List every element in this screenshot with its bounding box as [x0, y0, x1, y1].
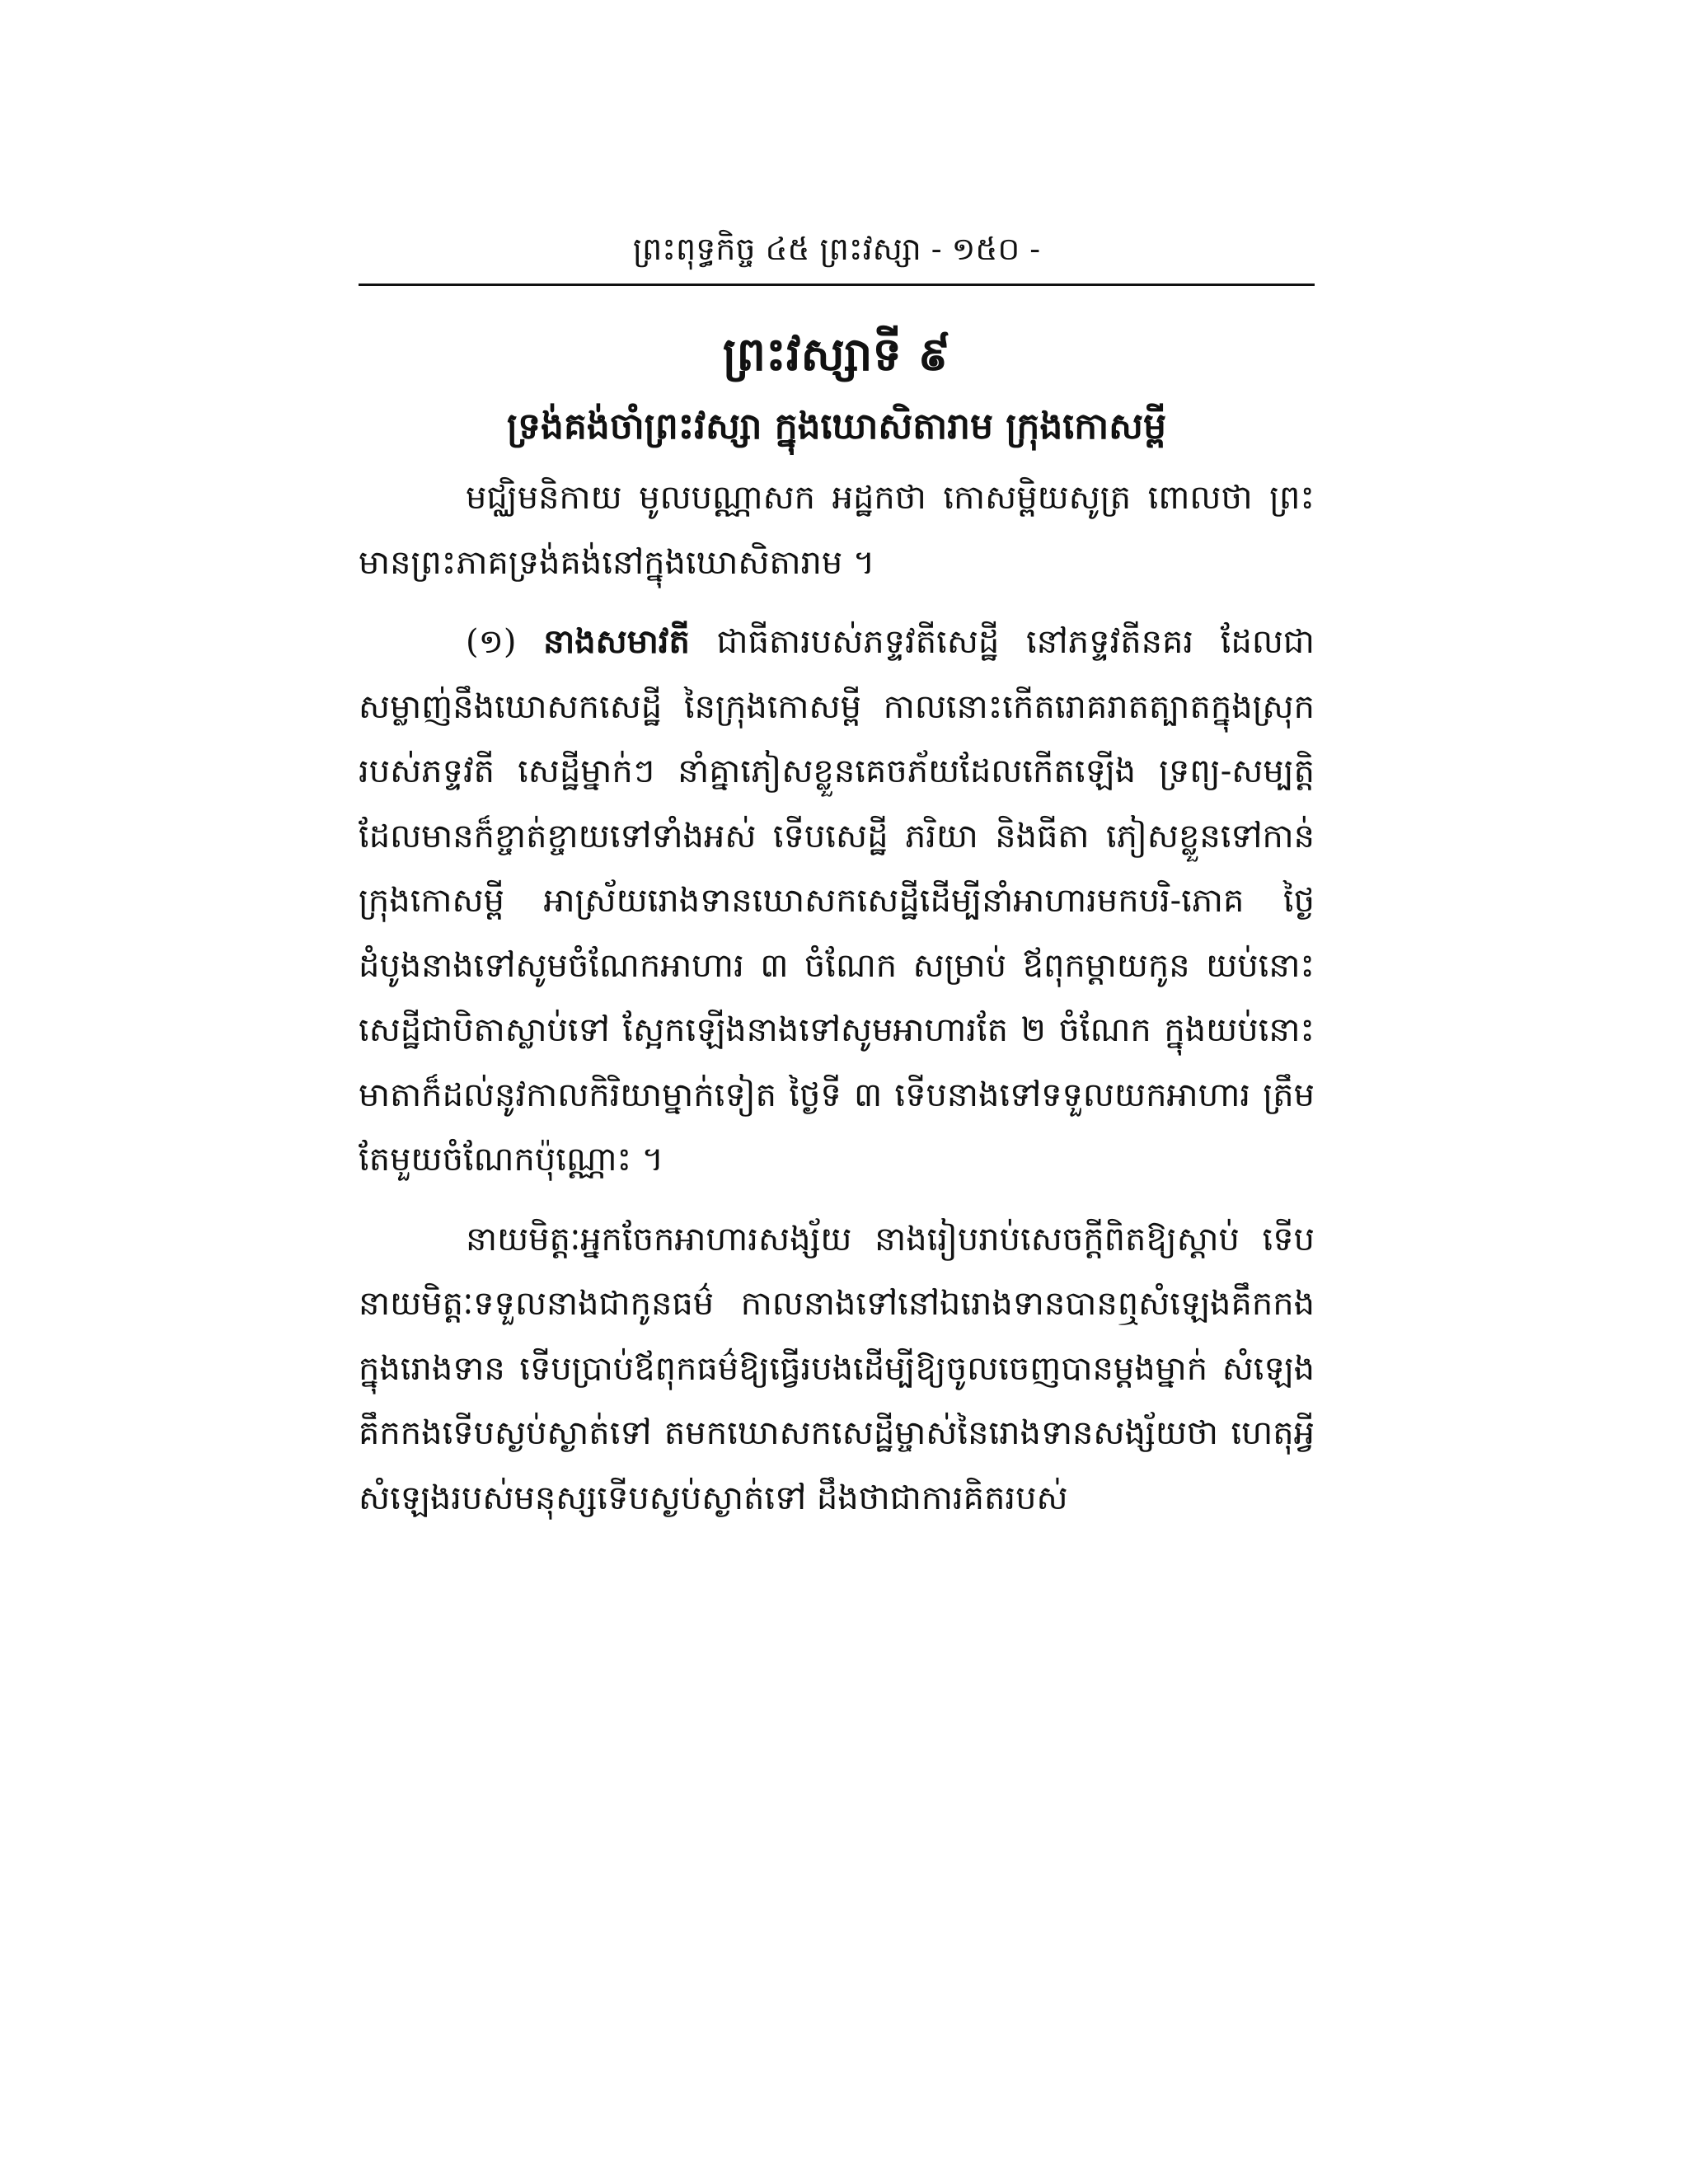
paragraph-mitta: នាយមិត្តៈអ្នកចែកអាហារសង្ស័យ នាងរៀបរាប់សេចក្តីពិតឱ្យស្តាប់ ទើបនាយមិត្តៈទទួលនាងជាកូនធម៌ កាលនាងទៅនៅឯរោងទានបានឮសំឡេងគឹកកងក្នុងរោងទាន ទើបប្រាប់ឪពុកធម៌ឱ្យធ្វើរបងដើម្បីឱ្យចូលចេញបានម្តងម្នាក់ សំឡេងគឹកកងទើបស្ងប់ស្ងាត់ទៅ តមកឃោសកសេដ្ឋីម្ចាស់នៃរោងទានសង្ស័យថា ហេតុអ្វីសំឡេងរបស់មនុស្សទើបស្ងប់ស្ងាត់ទៅ ដឹងថាជាការគិតរបស់ [359, 1220, 1315, 1517]
paragraph-intro: មជ្ឈិមនិកាយ មូលបណ្ណាសក អដ្ឋកថា កោសម្ពិយសូត្រ ពោលថា ព្រះមានព្រះភាគទ្រង់គង់នៅក្នុងឃោសិតារាម ។ [359, 479, 1315, 582]
paragraph-samavati [359, 610, 1315, 1193]
paragraph-samavati-text: ជាធីតារបស់ភទ្ទវតីសេដ្ឋី នៅភទ្ទវតីនគរ ដែលជាសម្លាញ់នឹងឃោសកសេដ្ឋី នៃក្រុងកោសម្ពី កាលនោះកើតរោគរាតត្បាតក្នុងស្រុករបស់ភទ្ទវតី សេដ្ឋីម្នាក់ៗ នាំគ្នាភៀសខ្លួនគេចភ័យដែលកើតឡើង ទ្រព្យ-សម្បត្តិដែលមានក៏ខ្ចាត់ខ្ចាយទៅទាំងអស់ ទើបសេដ្ឋី ភរិយា និងធីតា ភៀសខ្លួនទៅកាន់ក្រុងកោសម្ពី អាស្រ័យរោងទានឃោសកសេដ្ឋីដើម្បីនាំអាហារមកបរិ-ភោគ ថ្ងៃដំបូងនាងទៅសូមចំណែកអាហារ ៣ ចំណែក សម្រាប់ ឪពុកម្តាយកូន យប់នោះសេដ្ឋីជាបិតាស្លាប់ទៅ ស្អែកឡើងនាងទៅសូមអាហារតែ ២ ចំណែក ក្នុងយប់នោះមាតាក៏ដល់នូវកាលកិរិយាម្នាក់ទៀត ថ្ងៃទី ៣ ទើបនាងទៅទទួលយកអាហារ ត្រឹមតែមួយចំណែកប៉ុណ្ណោះ ។ [359, 623, 1315, 1179]
section-marker: (១) [466, 623, 517, 661]
chapter-subtitle: ទ្រង់គង់ចាំព្រះវស្សា ក្នុងឃោសិតារាម ក្រុងកោសម្ពី [507, 405, 1166, 448]
chapter-title: ព្រះវស្សាទី ៩ [722, 327, 951, 382]
section-name: នាងសមាវតី [543, 622, 690, 661]
header-rule [359, 284, 1315, 286]
running-head: ព្រះពុទ្ធកិច្ច ៤៥ ព្រះវស្សា - ១៥០ - [632, 231, 1041, 267]
body-text [359, 466, 1315, 1530]
